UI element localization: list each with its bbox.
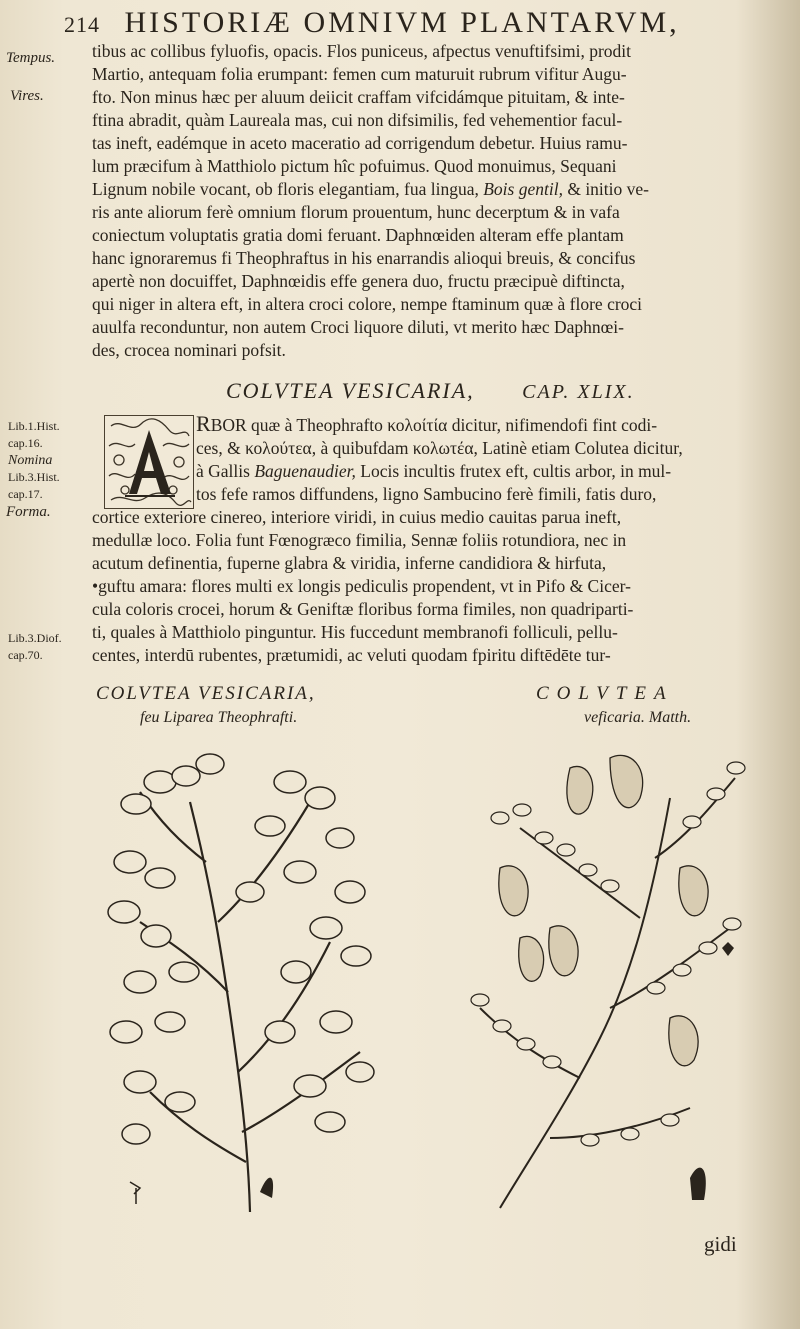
chapter-name: COLVTEA VESICARIA, [226, 378, 475, 403]
text-line: Lignum nobile vocant, ob floris elegantiam, fua lingua, Bois gentil, & initio ve- [92, 179, 649, 199]
text-line: coniectum voluptatis gratia domi feruant. Daphnœiden alteram effe plantam [92, 225, 624, 245]
text-line: des, crocea nominari pofsit. [92, 340, 286, 360]
text-line: Martio, antequam folia erumpant: femen cum maturuit rubrum vifitur Augu- [92, 64, 627, 84]
text-line: qui niger in altera eft, in altera croci colore, nempe ftaminum quæ à flore croci [92, 294, 643, 314]
margin-ref-1-line-1: Lib.1.Hist. [8, 419, 60, 433]
text-line: ris ante aliorum ferè omnium florum prouentum, hunc decerptum & in vafa [92, 202, 620, 222]
text-line: hanc ignoraremus fi Theophraftus in his enarrandis alioqui breuis, & concifus [92, 248, 636, 268]
margin-note-forma: Forma. [6, 504, 51, 520]
text-line: cortice exteriore cinereo, interiore viridi, in cuius medio cauitas parua ineft, [92, 507, 622, 527]
margin-ref-2-line-1: Lib.3.Hist. [8, 470, 60, 484]
margin-note-nomina: Nomina [8, 453, 53, 468]
text-line: tos fefe ramos diffundens, ligno Sambucino ferè fimili, fatis duro, [196, 484, 657, 504]
text-line: RBOR quæ à Theophrafto κολοίτία dicitur, nifimendofi fint codi- [196, 411, 658, 436]
figure-left-subtitle: feu Liparea Theophrafti. [140, 709, 298, 726]
plant-illustration-icon [100, 742, 380, 1212]
figure-left-caption [96, 682, 316, 730]
catchword: gidi [704, 1232, 737, 1256]
figure-right-title: COLVTEA [536, 683, 674, 704]
text-line: acutum definentia, fuperne glabra & viridia, inferne candidiora & hirfuta, [92, 553, 607, 573]
text-line: à Gallis Baguenaudier, Locis incultis frutex eft, cultis arbor, in mul- [196, 461, 672, 481]
text-line: tibus ac collibus fyluofis, opacis. Flos puniceus, afpectus venuftifsimi, prodit [92, 41, 632, 61]
margin-ref-3-line-2: cap.70. [8, 648, 43, 662]
text-line: lum præcifum à Matthiolo pictum hîc pofuimus. Quod monuimus, Sequani [92, 156, 617, 176]
chapter-number: CAP. XLIX. [522, 381, 635, 403]
woodcut-colutea-left [100, 742, 380, 1212]
body-text-section-1 [92, 40, 737, 362]
text-line: •guftu amara: flores multi ex longis pediculis propendent, vt in Pifo & Cicer- [92, 576, 631, 596]
figure-right-caption [536, 682, 691, 730]
text-line: ti, quales à Matthiolo pinguntur. His fuccedunt membranofi folliculi, pellu- [92, 622, 618, 642]
text-line: tas ineft, eadémque in aceto maceratio ad corrigendum debetur. Huius ramu- [92, 133, 628, 153]
text-line: apertè non docuiffet, Daphnœidis effe genera duo, fructu præcipuè diftincta, [92, 271, 625, 291]
chapter-title [226, 378, 706, 404]
page-number: 214 [64, 12, 100, 37]
running-title: HISTORIÆ OMNIVM PLANTARVM, [124, 6, 680, 39]
margin-note-reference-3 [8, 630, 62, 664]
plant-illustration-icon [460, 738, 750, 1218]
margin-ref-3-line-1: Lib.3.Diof. [8, 631, 62, 645]
running-header [64, 6, 704, 42]
french-name: Bois gentil, [483, 179, 563, 199]
woodcut-colutea-right [460, 738, 750, 1218]
text-line: medullæ loco. Folia funt Fœnogræco fimilia, Sennæ foliis rotundiora, nec in [92, 530, 627, 550]
text-line: fto. Non minus hæc per aluum deiicit craffam vifcidámque pituitam, & inte- [92, 87, 625, 107]
margin-note-reference-1 [8, 418, 60, 503]
text-line: ces, & κολούτεα, à quibufdam κολωτέα, Latinè etiam Colutea dicitur, [196, 438, 683, 458]
margin-note-tempus: Tempus. [6, 50, 56, 66]
text-line: cula coloris crocei, horum & Geniftæ floribus forma fimiles, non quadriparti- [92, 599, 634, 619]
initial-r: R [196, 411, 211, 436]
margin-ref-1-line-2: cap.16. [8, 436, 43, 450]
text-line: ftina abradit, quàm Laureala mas, cui non difsimilis, fed vehementior facul- [92, 110, 623, 130]
margin-note-vires: Vires. [10, 88, 44, 104]
margin-ref-2-line-2: cap.17. [8, 487, 43, 501]
text-line: auulfa reconduntur, non autem Croci liquore diluti, vt merito hæc Daphnœi- [92, 317, 624, 337]
french-name: Baguenaudier, [254, 461, 356, 481]
figure-left-title: COLVTEA VESICARIA, [96, 683, 316, 704]
body-text-section-2 [92, 412, 737, 667]
figure-right-subtitle: veficaria. Matth. [584, 709, 692, 726]
text-line: centes, interdū rubentes, prætumidi, ac veluti quodam fpiritu diftēdēte tur- [92, 645, 611, 665]
